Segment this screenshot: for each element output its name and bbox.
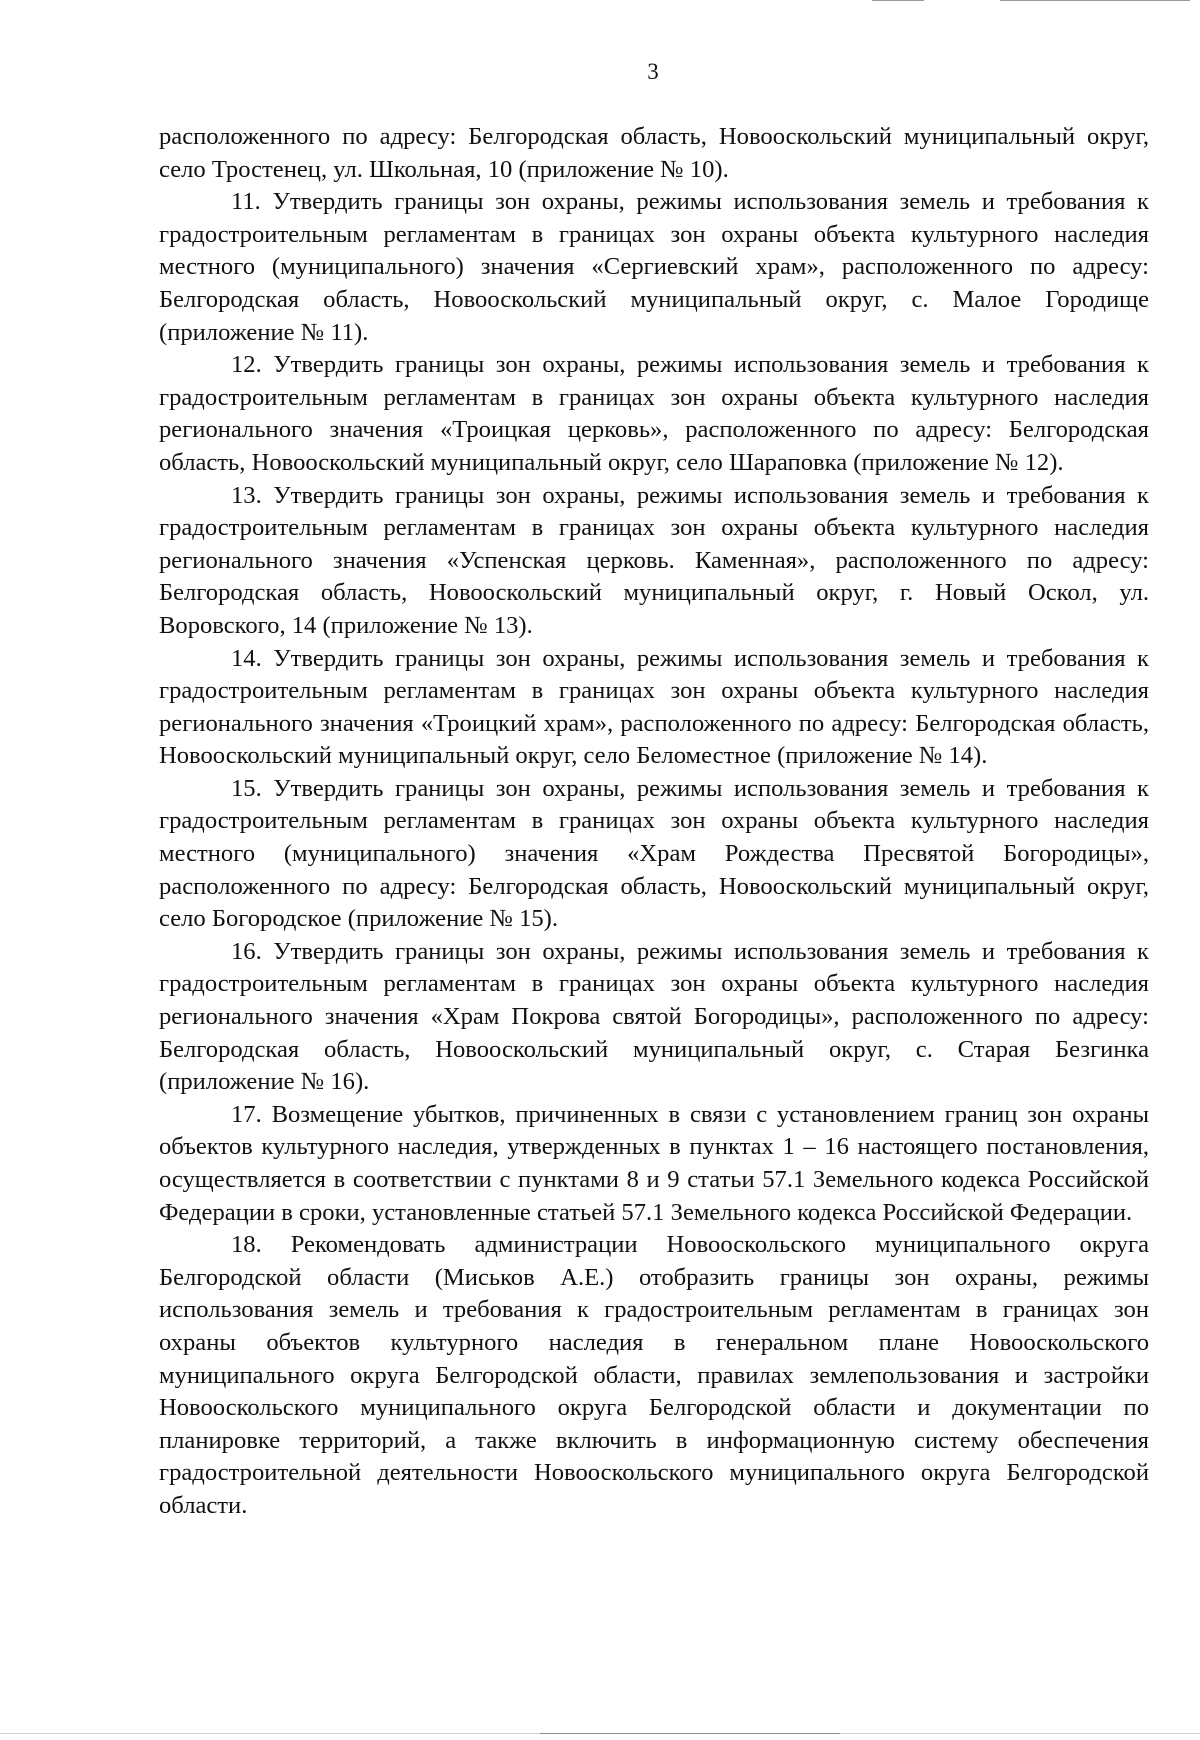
paragraph-continuation-10: расположенного по адресу: Белгородская область, Новооскольский муниципальный округ, село Тростенец, ул. Школьная, 10 (приложение № 10). (159, 123, 1149, 183)
page-number: 3 (647, 59, 659, 84)
paragraph-item-15: 15. Утвердить границы зон охраны, режимы использования земель и требования к градостроительным регламентам в границах зон охраны объекта культурного наследия местного (муниципального) значения «Храм Рождества Пресвятой Богородицы», расположенного по адресу: Белгородская область, Новооскольский муниципальный округ, село Богородское (приложение № 15). (159, 774, 1149, 933)
paragraph-item-11: 11. Утвердить границы зон охраны, режимы использования земель и требования к градостроительным регламентам в границах зон охраны объекта культурного наследия местного (муниципального) значения «Сергиевский храм», расположенного по адресу: Белгородская область, Новооскольский муниципальный округ, с. Малое Городище (приложение № 11). (159, 188, 1149, 346)
paragraph-item-13: 13. Утвердить границы зон охраны, режимы использования земель и требования к градостроительным регламентам в границах зон охраны объекта культурного наследия регионального значения «Успенская церковь. Каменная», расположенного по адресу: Белгородская область, Новооскольский муниципальный округ, г. Новый Оскол, ул. Воровского, 14 (приложение № 13). (159, 481, 1149, 639)
paragraph-item-16: 16. Утвердить границы зон охраны, режимы использования земель и требования к градостроительным регламентам в границах зон охраны объекта культурного наследия регионального значения «Храм Покрова святой Богородицы», расположенного по адресу: Белгородская область, Новооскольский муниципальный округ, с. Старая Безгинка (приложение № 16). (159, 937, 1149, 1096)
paragraph-item-18: 18. Рекомендовать администрации Новооскольского муниципального округа Белгородской области (Миськов А.Е.) отобразить границы зон охраны, режимы использования земель и требования к градостроительным регламентам в границах зон охраны объектов культурного наследия в генеральном плане Новооскольского муниципального округа Белгородской области, правилах землепользования и застройки Новооскольского муниципального округа Белгородской области и документации по планировке территорий, а также включить в информационную систему обеспечения градостроительной деятельности Новооскольского муниципального округа Белгородской области. (159, 1231, 1149, 1519)
scan-edge-mark (1000, 0, 1190, 1)
scan-edge-mark (872, 0, 924, 1)
paragraph-item-12: 12. Утвердить границы зон охраны, режимы использования земель и требования к градостроительным регламентам в границах зон охраны объекта культурного наследия регионального значения «Троицкая церковь», расположенного по адресу: Белгородская область, Новооскольский муниципальный округ, село Шараповка (приложение № 12). (159, 351, 1149, 476)
paragraph-item-14: 14. Утвердить границы зон охраны, режимы использования земель и требования к градостроительным регламентам в границах зон охраны объекта культурного наследия регионального значения «Троицкий храм», расположенного по адресу: Белгородская область, Новооскольский муниципальный округ, село Беломестное (приложение № 14). (159, 644, 1149, 770)
scan-bottom-edge-mark (540, 1733, 840, 1734)
paragraph-item-17: 17. Возмещение убытков, причиненных в связи с установлением границ зон охраны объектов культурного наследия, утвержденных в пунктах 1 – 16 настоящего постановления, осуществляется в соответствии с пунктами 8 и 9 статьи 57.1 Земельного кодекса Российской Федерации в сроки, установленные статьей 57.1 Земельного кодекса Российской Федерации. (159, 1100, 1149, 1226)
document-body (159, 121, 1149, 1523)
